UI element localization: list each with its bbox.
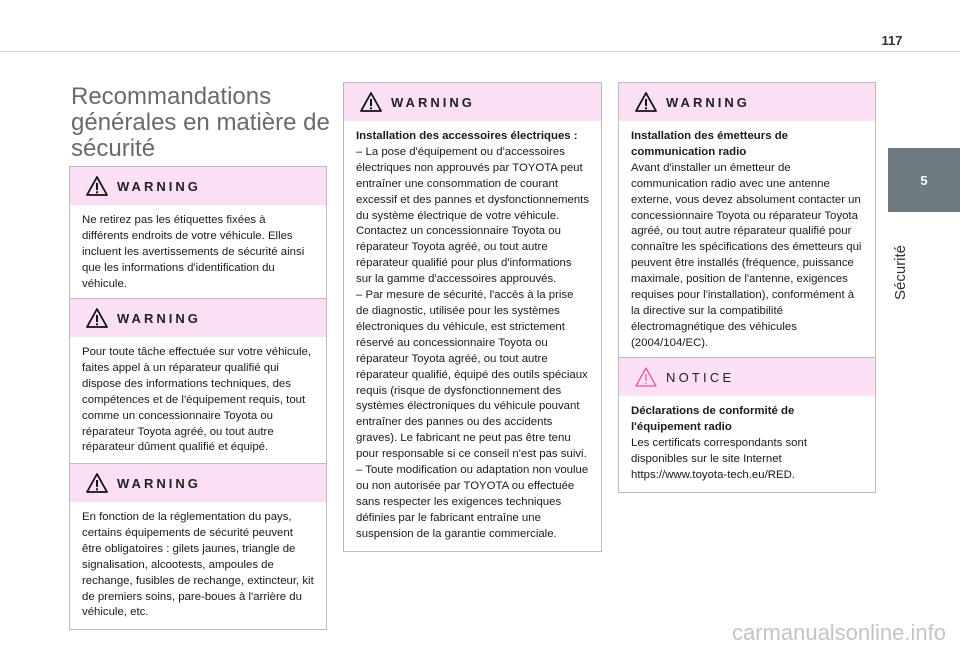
warning-paragraph: – La pose d'équipement ou d'accessoires électriques non approuvés par TOYOTA peut entraîner une consommation de courant excessif et des pannes et dysfonctionnements du système électrique de votre véhicule. Contactez un concessionnaire Toyota ou réparateur Toyota agréé, ou tout autre réparateur qualifié pour plus d'informations sur la gamme d'accessoires approuvés. <box>356 145 590 286</box>
warning-label: WARNING <box>117 475 201 491</box>
warning-title: Installation des émetteurs de communication radio <box>631 130 788 158</box>
warning-header <box>70 299 326 337</box>
chapter-label <box>888 222 912 302</box>
warning-label: WARNING <box>117 178 201 194</box>
page-number: 117 <box>881 33 903 48</box>
notice-paragraph: Les certificats correspondants sont disponibles sur le site Internet https://www.toyota-tech.eu/RED. <box>631 436 808 481</box>
warning-triangle-icon <box>360 92 382 112</box>
notice-title: Déclarations de conformité de l'équipement radio <box>631 405 795 433</box>
warning-body <box>70 337 326 464</box>
warning-triangle-icon <box>86 308 108 328</box>
notice-triangle-icon <box>635 367 657 387</box>
warning-header <box>70 464 326 502</box>
section-title: Recommandations générales en matière de sécurité <box>71 83 330 162</box>
warning-body <box>619 121 875 360</box>
warning-box-radio-transmitters <box>618 82 876 361</box>
warning-text: Pour toute tâche effectuée sur votre véhicule, faites appel à un réparateur qualifié qui dispose des informations techniques, des compétences et de l'équipement requis, tout comme un concessionnaire Toyota ou réparateur Toyota agréé, ou tout autre réparateur dûment qualifié et équipé. <box>82 346 312 454</box>
warning-text: En fonction de la réglementation du pays, certains équipements de sécurité peuvent être obligatoires : gilets jaunes, triangle de signalisation, alcootests, ampoules de rechange, fusibles de rechange, extincteur, kit de premiers soins, pare-boues à l'arrière du véhicule, etc. <box>82 511 314 619</box>
warning-body <box>70 205 326 301</box>
chapter-label-text: Sécurité <box>892 244 909 300</box>
warning-header <box>344 83 601 121</box>
warning-header <box>619 83 875 121</box>
warning-label: WARNING <box>391 94 475 110</box>
chapter-number: 5 <box>920 172 928 188</box>
warning-box-electrical-accessories <box>343 82 602 552</box>
top-rule <box>0 51 960 52</box>
warning-paragraph: – Toute modification ou adaptation non voulue ou non autorisée par TOYOTA ou effectuée sans respecter les exigences techniques définies par le fabricant entraîne une suspension de la garantie commerciale. <box>356 464 589 540</box>
warning-body <box>70 502 326 629</box>
notice-box-radio-conformity <box>618 357 876 493</box>
watermark: carmanualsonline.info <box>731 620 946 645</box>
warning-paragraph: – Par mesure de sécurité, l'accès à la prise de diagnostic, utilisée pour les systèmes électroniques du véhicule, est strictement réservé au concessionnaire Toyota ou réparateur Toyota agréé, ou tout autre réparateur qualifié, équipé des outils spéciaux requis (risque de dysfonctionnement des systèmes électroniques du véhicule pouvant entraîner des pannes ou des accidents graves). Le fabricant ne peut pas être tenu pour responsable si ce conseil n'est pas suivi. <box>356 289 588 461</box>
notice-header <box>619 358 875 396</box>
warning-triangle-icon <box>86 473 108 493</box>
warning-triangle-icon <box>635 92 657 112</box>
warning-label: WARNING <box>117 310 201 326</box>
warning-title: Installation des accessoires électriques : <box>356 130 578 142</box>
warning-label: WARNING <box>666 94 750 110</box>
warning-box-equipment <box>69 463 327 630</box>
warning-triangle-icon <box>86 176 108 196</box>
warning-box-labels <box>69 166 327 302</box>
warning-text: Ne retirez pas les étiquettes fixées à différents endroits de votre véhicule. Elles incluent les avertissements de sécurité ainsi que les informations d'identification du véhicule. <box>82 214 305 290</box>
warning-header <box>70 167 326 205</box>
warning-body <box>344 121 601 551</box>
warning-box-repairs <box>69 298 327 465</box>
chapter-tab[interactable] <box>888 148 960 212</box>
warning-paragraph: Avant d'installer un émetteur de communication radio avec une antenne externe, vous devez absolument contacter un concessionnaire Toyota ou réparateur Toyota agréé, ou tout autre réparateur qualifié pour connaître les spécifications des émetteurs qui peuvent être installés (fréquence, puissance maximale, position de l'antenne, exigences requises pour l'installation), conformément à la directive sur la compatibilité électromagnétique des véhicules (2004/104/EC). <box>631 161 862 349</box>
notice-label: NOTICE <box>666 369 735 385</box>
notice-body <box>619 396 875 492</box>
